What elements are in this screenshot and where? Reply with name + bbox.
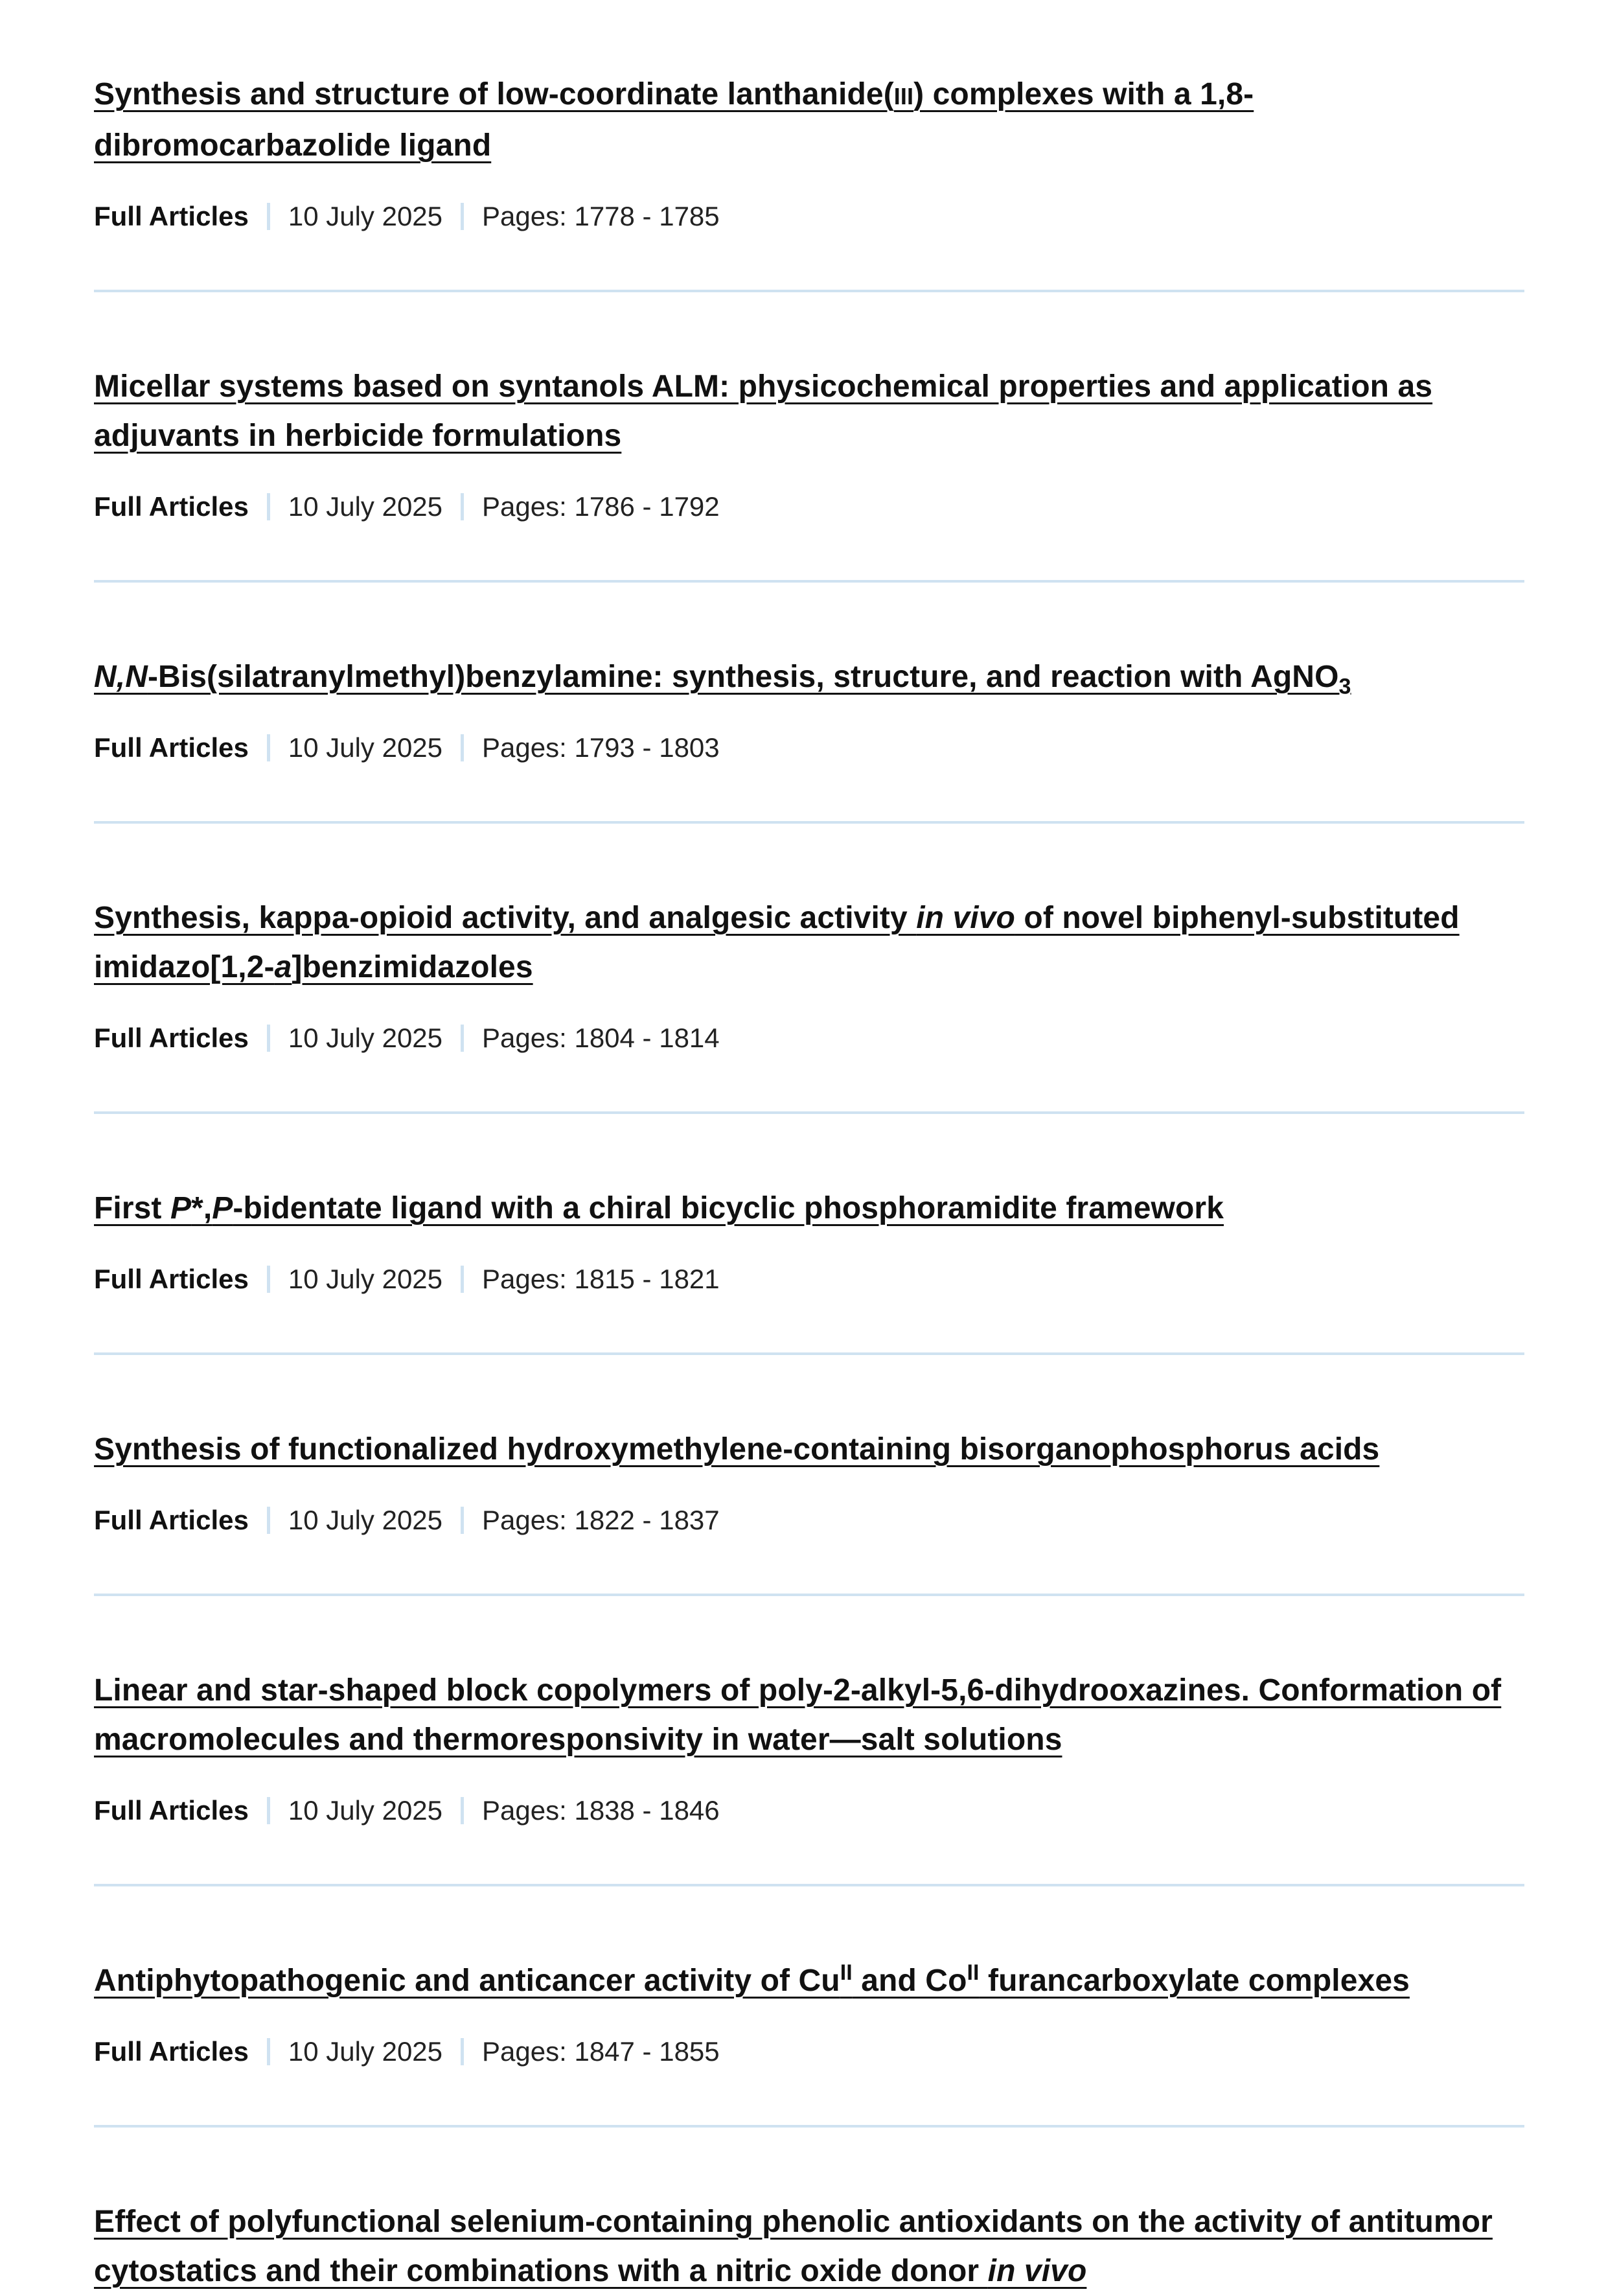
article-type: Full Articles bbox=[94, 1264, 249, 1294]
article-title bbox=[94, 653, 1524, 702]
meta-divider bbox=[267, 1266, 270, 1293]
article-date: 10 July 2025 bbox=[288, 1505, 443, 1535]
article-date: 10 July 2025 bbox=[288, 1023, 443, 1053]
article-title bbox=[94, 894, 1524, 992]
article-meta bbox=[94, 1504, 1524, 1536]
article-type: Full Articles bbox=[94, 491, 249, 522]
article-item bbox=[94, 1425, 1524, 1596]
article-title-link[interactable]: Synthesis and structure of low-coordinate lanthanide(III) complexes with a 1,8-dibromocarbazolide ligand bbox=[94, 77, 1254, 163]
article-date: 10 July 2025 bbox=[288, 491, 443, 522]
article-meta bbox=[94, 1022, 1524, 1054]
article-title-link[interactable]: Antiphytopathogenic and anticancer activity of Cu$^{II}$ and Co$^{II}$ furancarboxylate complexes bbox=[94, 1960, 1410, 1998]
meta-divider bbox=[461, 1797, 464, 1824]
article-item bbox=[94, 653, 1524, 824]
article-item bbox=[94, 1184, 1524, 1355]
article-title bbox=[94, 1956, 1524, 2006]
article-title-link[interactable]: Micellar systems based on syntanols ALM: physicochemical properties and application as adjuvants in herbicide formulations bbox=[94, 369, 1433, 453]
article-date: 10 July 2025 bbox=[288, 732, 443, 763]
meta-divider bbox=[267, 1025, 270, 1052]
article-type: Full Articles bbox=[94, 1023, 249, 1053]
meta-divider bbox=[461, 734, 464, 761]
article-title-link[interactable]: Synthesis, kappa-opioid activity, and analgesic activity in vivo of novel biphenyl-substituted imidazo[1,2-a]benzimidazoles bbox=[94, 901, 1460, 984]
article-item bbox=[94, 362, 1524, 583]
article-title bbox=[94, 1184, 1524, 1233]
article-item bbox=[94, 2197, 1524, 2296]
article-type: Full Articles bbox=[94, 1505, 249, 1535]
article-meta bbox=[94, 1794, 1524, 1827]
article-meta bbox=[94, 200, 1524, 233]
article-title bbox=[94, 1666, 1524, 1765]
article-pages: Pages: 1838 - 1846 bbox=[482, 1795, 720, 1826]
article-meta bbox=[94, 2035, 1524, 2068]
meta-divider bbox=[461, 1507, 464, 1534]
article-title bbox=[94, 1425, 1524, 1474]
article-meta bbox=[94, 732, 1524, 764]
article-pages: Pages: 1815 - 1821 bbox=[482, 1264, 720, 1294]
article-title-link[interactable]: N,N-Bis(silatranylmethyl)benzylamine: synthesis, structure, and reaction with AgNO$_3$ bbox=[94, 660, 1351, 699]
article-pages: Pages: 1786 - 1792 bbox=[482, 491, 720, 522]
article-type: Full Articles bbox=[94, 201, 249, 231]
article-item bbox=[94, 1666, 1524, 1886]
meta-divider bbox=[461, 493, 464, 520]
meta-divider bbox=[267, 1797, 270, 1824]
article-pages: Pages: 1804 - 1814 bbox=[482, 1023, 720, 1053]
article-pages: Pages: 1847 - 1855 bbox=[482, 2036, 720, 2067]
article-meta bbox=[94, 1263, 1524, 1295]
article-item bbox=[94, 70, 1524, 292]
article-pages: Pages: 1778 - 1785 bbox=[482, 201, 720, 231]
article-date: 10 July 2025 bbox=[288, 1264, 443, 1294]
meta-divider bbox=[461, 1025, 464, 1052]
meta-divider bbox=[267, 2038, 270, 2065]
article-pages: Pages: 1793 - 1803 bbox=[482, 732, 720, 763]
article-date: 10 July 2025 bbox=[288, 1795, 443, 1826]
article-title-link[interactable]: First P*,P-bidentate ligand with a chiral bicyclic phosphoramidite framework bbox=[94, 1191, 1224, 1225]
article-item bbox=[94, 1956, 1524, 2128]
article-title-link[interactable]: Linear and star-shaped block copolymers of poly-2-alkyl-5,6-dihydrooxazines. Conformation of macromolecules and thermoresponsivity in water—salt solutions bbox=[94, 1673, 1502, 1757]
article-title bbox=[94, 2197, 1524, 2296]
article-date: 10 July 2025 bbox=[288, 201, 443, 231]
article-title bbox=[94, 362, 1524, 461]
article-date: 10 July 2025 bbox=[288, 2036, 443, 2067]
article-type: Full Articles bbox=[94, 2036, 249, 2067]
article-type: Full Articles bbox=[94, 1795, 249, 1826]
article-meta bbox=[94, 491, 1524, 523]
meta-divider bbox=[267, 1507, 270, 1534]
article-title bbox=[94, 70, 1524, 170]
article-type: Full Articles bbox=[94, 732, 249, 763]
meta-divider bbox=[267, 493, 270, 520]
article-item bbox=[94, 894, 1524, 1114]
meta-divider bbox=[461, 2038, 464, 2065]
article-title-link[interactable]: Synthesis of functionalized hydroxymethylene-containing bisorganophosphorus acids bbox=[94, 1432, 1380, 1467]
meta-divider bbox=[461, 1266, 464, 1293]
meta-divider bbox=[461, 203, 464, 230]
article-list bbox=[94, 70, 1524, 2296]
meta-divider bbox=[267, 203, 270, 230]
article-pages: Pages: 1822 - 1837 bbox=[482, 1505, 720, 1535]
meta-divider bbox=[267, 734, 270, 761]
article-title-link[interactable]: Effect of polyfunctional selenium-containing phenolic antioxidants on the activity of antitumor cytostatics and their combinations with a nitric oxide donor in vivo bbox=[94, 2205, 1493, 2288]
